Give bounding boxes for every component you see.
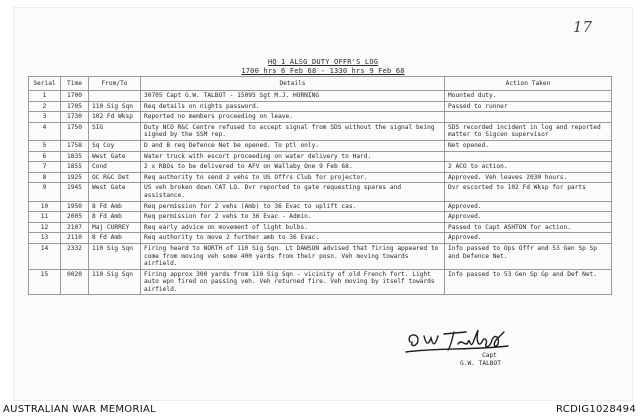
footer-institution: AUSTRALIAN WAR MEMORIAL: [3, 404, 156, 415]
cell-time: 1925: [61, 172, 89, 183]
table-row: [29, 233, 612, 244]
cell-time: 0020: [61, 269, 89, 295]
cell-from-to: Sq Coy: [89, 140, 141, 151]
page-number: 17: [572, 18, 592, 36]
cell-action: Info passed to 53 Gen Sp Gp and Def Net.: [445, 269, 612, 295]
cell-details: US veh broken down CAT LO. Dvr reported to gate requesting spares and assistance.: [141, 183, 445, 201]
cell-from-to: 110 Sig Sqn: [89, 101, 141, 112]
table-row: [29, 222, 612, 233]
cell-action: 2 ACO to action.: [445, 162, 612, 173]
cell-details: Req early advice on movement of light bulbs.: [141, 222, 445, 233]
log-title-line1: HQ 1 ALSG DUTY OFFR'S LOG: [267, 58, 379, 66]
cell-from-to: 110 Sig Sqn: [89, 269, 141, 295]
cell-action: Info passed to Ops Offr and 53 Gen Sp Sp and Defence Net.: [445, 243, 612, 269]
cell-from-to: West Gate: [89, 151, 141, 162]
cell-details: Duty NCO R&C Centre refused to accept signal from SDS without the signal being signed by the SSM rep.: [141, 122, 445, 140]
cell-action: Approved.: [445, 233, 612, 244]
cell-time: 1700: [61, 91, 89, 102]
cell-from-to: SIG: [89, 122, 141, 140]
col-header-from-to: From/To: [89, 77, 141, 91]
cell-serial: 5: [29, 140, 61, 151]
cell-time: 1705: [61, 101, 89, 112]
cell-details: Firing approx 300 yards from 110 Sig Sqn - vicinity of old French fort. Light auto wpn fired on passing veh. Veh returned fire. Veh moving by itself towards airfield.: [141, 269, 445, 295]
cell-time: 1950: [61, 201, 89, 212]
cell-time: 2107: [61, 222, 89, 233]
cell-time: 1945: [61, 183, 89, 201]
table-row: [29, 162, 612, 173]
cell-serial: 9: [29, 183, 61, 201]
cell-details: D and B req Defence Net be opened. To ptl only.: [141, 140, 445, 151]
cell-time: 2332: [61, 243, 89, 269]
cell-serial: 2: [29, 101, 61, 112]
table-row: [29, 122, 612, 140]
cell-action: Passed to runner: [445, 101, 612, 112]
cell-from-to: 8 Fd Amb: [89, 233, 141, 244]
cell-action: [445, 151, 612, 162]
cell-time: 1750: [61, 122, 89, 140]
table-row: [29, 91, 612, 102]
cell-details: Water truck with escort proceeding on water delivery to Hard.: [141, 151, 445, 162]
footer-record-id: RCDIG1028494: [556, 404, 636, 415]
table-row: [29, 140, 612, 151]
table-row: [29, 243, 612, 269]
cell-details: Reported no members proceeding on leave.: [141, 112, 445, 123]
log-title-line2: 1700 hrs 6 Feb 68 - 1330 hrs 9 Feb 68: [241, 67, 405, 75]
table-row: [29, 201, 612, 212]
table-body: [29, 91, 612, 295]
cell-serial: 7: [29, 162, 61, 173]
duty-log-table: [28, 76, 612, 295]
cell-from-to: Cond: [89, 162, 141, 173]
cell-from-to: 8 Fd Amb: [89, 201, 141, 212]
cell-details: Req authority to move 2 further amb to 36 Evac.: [141, 233, 445, 244]
cell-action: SDS recorded incident in log and reported matter to Sigcen supervisor: [445, 122, 612, 140]
signature-name: G.W. TALBOT: [460, 360, 501, 367]
table-row: [29, 151, 612, 162]
cell-serial: 3: [29, 112, 61, 123]
col-header-action: Action Taken: [445, 77, 612, 91]
col-header-serial: Serial: [29, 77, 61, 91]
cell-time: 1758: [61, 140, 89, 151]
cell-action: Passed to Capt ASHTON for action.: [445, 222, 612, 233]
cell-from-to: 8 Fd Amb: [89, 212, 141, 223]
cell-serial: 12: [29, 222, 61, 233]
table-row: [29, 183, 612, 201]
cell-details: Firing heard to NORTH of 110 Sig Sqn. Lt DAWSON advised that firing appeared to come from moving veh some 400 yards from their posn. Veh moving towards airfield.: [141, 243, 445, 269]
cell-action: [445, 112, 612, 123]
cell-details: Req authority to send 2 vehs to US Offrs Club for projector.: [141, 172, 445, 183]
table-row: [29, 172, 612, 183]
log-title: [14, 58, 632, 76]
cell-from-to: West Gate: [89, 183, 141, 201]
cell-time: 1835: [61, 151, 89, 162]
cell-details: 2 x RBOs to be delivered to AFV on Wallaby One 9 Feb 68.: [141, 162, 445, 173]
cell-time: 1855: [61, 162, 89, 173]
cell-details: Req permission for 2 vehs to 36 Evac - Admin.: [141, 212, 445, 223]
table-row: [29, 112, 612, 123]
table-row: [29, 212, 612, 223]
cell-serial: 10: [29, 201, 61, 212]
cell-from-to: 102 Fd Wksp: [89, 112, 141, 123]
table-row: [29, 101, 612, 112]
cell-serial: 13: [29, 233, 61, 244]
cell-action: Approved.: [445, 212, 612, 223]
cell-action: Dvr escorted to 102 Fd Wksp for parts: [445, 183, 612, 201]
table-header-row: [29, 77, 612, 91]
cell-details: Req permission for 2 vehs (Amb) to 36 Evac to uplift cas.: [141, 201, 445, 212]
cell-serial: 11: [29, 212, 61, 223]
cell-time: 1730: [61, 112, 89, 123]
cell-action: Net opened.: [445, 140, 612, 151]
cell-from-to: Maj CURREY: [89, 222, 141, 233]
col-header-details: Details: [141, 77, 445, 91]
table-row: [29, 269, 612, 295]
cell-serial: 1: [29, 91, 61, 102]
handwritten-signature: [404, 326, 524, 356]
col-header-time: Time: [61, 77, 89, 91]
cell-time: 2110: [61, 233, 89, 244]
cell-from-to: 110 Sig Sqn: [89, 243, 141, 269]
cell-details: 30705 Capt G.W. TALBOT - 15095 Sgt M.J. HORNING: [141, 91, 445, 102]
cell-serial: 8: [29, 172, 61, 183]
cell-details: Req details on nights password.: [141, 101, 445, 112]
cell-from-to: OC R&C Det: [89, 172, 141, 183]
cell-serial: 14: [29, 243, 61, 269]
cell-from-to: [89, 91, 141, 102]
cell-action: Approved. Veh leaves 2030 hours.: [445, 172, 612, 183]
signature-rank: Capt: [482, 352, 497, 359]
cell-action: Mounted duty.: [445, 91, 612, 102]
cell-action: Approved.: [445, 201, 612, 212]
cell-time: 2005: [61, 212, 89, 223]
cell-serial: 6: [29, 151, 61, 162]
cell-serial: 15: [29, 269, 61, 295]
cell-serial: 4: [29, 122, 61, 140]
